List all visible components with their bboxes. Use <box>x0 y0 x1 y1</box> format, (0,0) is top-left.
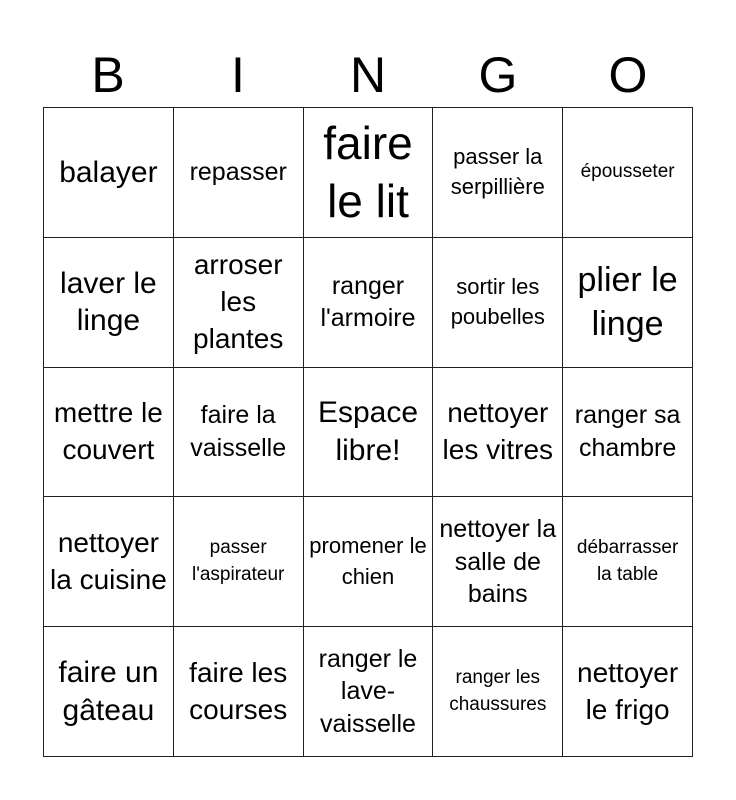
header-letter-i: I <box>231 47 245 103</box>
header-letter-b: B <box>91 47 125 103</box>
cell-text: ranger les chaussures <box>449 667 547 715</box>
bingo-cell-r5c3[interactable] <box>304 627 434 757</box>
bingo-cell-r1c5[interactable] <box>563 108 693 238</box>
cell-text: laver le linge <box>60 266 157 338</box>
bingo-cell-r3c4[interactable] <box>433 368 563 498</box>
bingo-cell-r3c1[interactable] <box>44 368 174 498</box>
bingo-cell-r2c3[interactable] <box>304 238 434 368</box>
cell-text: promener le chien <box>309 533 427 589</box>
cell-text: faire les courses <box>189 656 288 725</box>
header-letter-n: N <box>349 47 387 103</box>
header-letter-g: G <box>478 47 518 103</box>
bingo-cell-r4c1[interactable] <box>44 497 174 627</box>
bingo-cell-r2c1[interactable] <box>44 238 174 368</box>
cell-text: balayer <box>59 155 158 189</box>
bingo-grid <box>43 107 693 757</box>
bingo-cell-r3c3[interactable] <box>304 368 434 498</box>
bingo-header <box>43 44 693 106</box>
bingo-cell-r1c2[interactable] <box>174 108 304 238</box>
cell-text: mettre le couvert <box>53 397 163 465</box>
bingo-cell-r2c4[interactable] <box>433 238 563 368</box>
bingo-cell-r3c5[interactable] <box>563 368 693 498</box>
cell-text: épousseter <box>580 161 675 183</box>
cell-text: Espace libre! <box>317 396 419 467</box>
bingo-cell-r1c3[interactable] <box>304 108 434 238</box>
cell-text: nettoyer les vitres <box>442 397 554 465</box>
bingo-cell-r5c4[interactable] <box>433 627 563 757</box>
cell-text: nettoyer la salle de bains <box>439 515 557 609</box>
bingo-cell-r2c2[interactable] <box>174 238 304 368</box>
cell-text: débarrasser la table <box>576 537 679 585</box>
bingo-cell-r2c5[interactable] <box>563 238 693 368</box>
bingo-cell-r3c2[interactable] <box>174 368 304 498</box>
cell-text: arroser les plantes <box>193 248 284 354</box>
cell-text: faire un gâteau <box>58 656 159 727</box>
bingo-cell-r5c1[interactable] <box>44 627 174 757</box>
cell-text: sortir les poubelles <box>450 273 545 330</box>
bingo-cell-r4c4[interactable] <box>433 497 563 627</box>
cell-text: passer l'aspirateur <box>192 537 285 585</box>
bingo-cell-r5c2[interactable] <box>174 627 304 757</box>
cell-text: nettoyer la cuisine <box>50 526 167 595</box>
bingo-cell-r1c4[interactable] <box>433 108 563 238</box>
cell-text: ranger sa chambre <box>574 401 681 462</box>
cell-text: faire le lit <box>323 116 413 228</box>
cell-text: plier le linge <box>577 261 678 344</box>
cell-text: ranger le lave-vaisselle <box>318 644 418 738</box>
bingo-cell-r5c5[interactable] <box>563 627 693 757</box>
cell-text: passer la serpillière <box>450 144 545 200</box>
bingo-cell-r4c3[interactable] <box>304 497 434 627</box>
cell-text: nettoyer le frigo <box>577 656 679 725</box>
cell-text: ranger l'armoire <box>320 271 416 333</box>
bingo-cell-r4c5[interactable] <box>563 497 693 627</box>
bingo-cell-r4c2[interactable] <box>174 497 304 627</box>
header-letter-o: O <box>608 47 648 103</box>
bingo-cell-r1c1[interactable] <box>44 108 174 238</box>
cell-text: faire la vaisselle <box>190 401 287 462</box>
cell-text: repasser <box>189 158 287 187</box>
